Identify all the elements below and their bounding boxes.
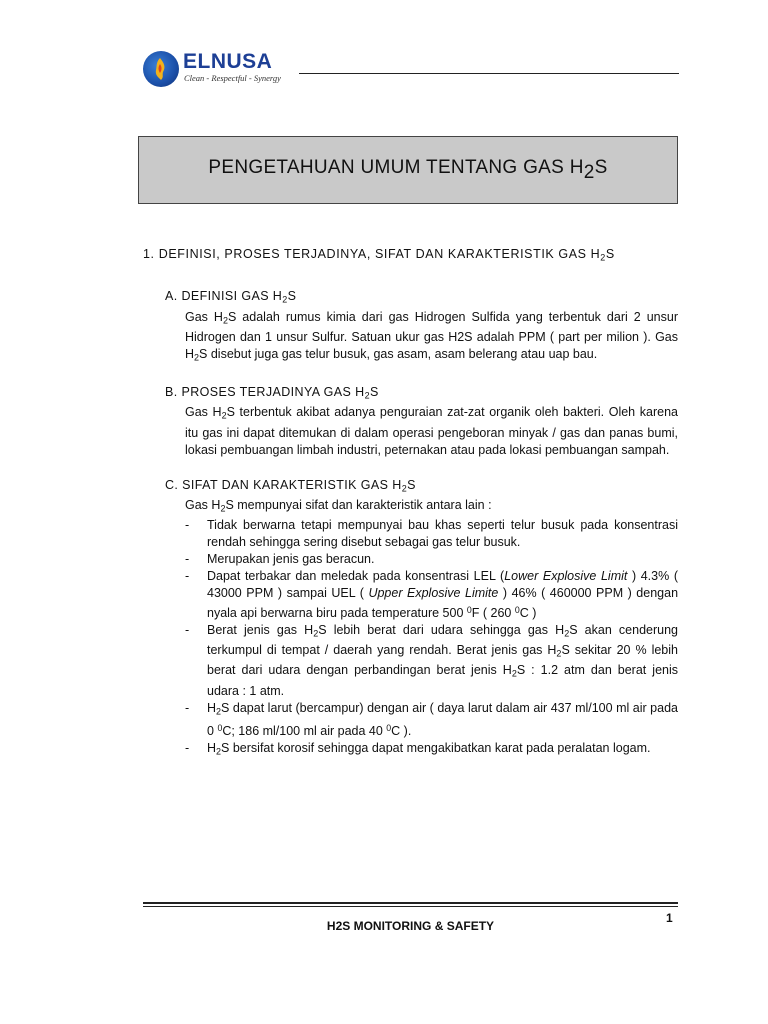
page-number: 1 [666,911,673,925]
header-rule [299,73,679,74]
section-heading: 1. DEFINISI, PROSES TERJADINYA, SIFAT DAN KARAKTERISTIK GAS $H_2S$ [143,247,615,263]
subsection-b-body: Gas $H_2S$ terbentuk akibat adanya penguraian zat-zat organik oleh bakteri. Oleh karena itu gas ini dapat ditemukan di dalam operasi pengeboran minyak / gas dan panas bumi, lokasi pembuangan limbah industri, peternakan atau pada lokasi pembuangan sampah. [185,405,678,457]
bullet-dash: - [185,552,190,566]
subsection-a-heading: A. DEFINISI GAS $H_2S$ [165,289,297,305]
list-item: - $H_2S$ dapat larut (bercampur) dengan air ( daya larut dalam air 437 ml/100 ml air pada 0 $^0$C; 186 ml/100 ml air pada 40 $^0$C ). [185,700,678,738]
footer-title: H2S MONITORING & SAFETY [326,919,495,933]
subsection-b-heading: B. PROSES TERJADINYA GAS $H_2S$ [165,385,379,401]
header [143,48,679,90]
bullet-dash: - [185,569,190,583]
footer-rule-thin [143,906,678,907]
footer-rule [143,902,678,904]
bullet-dash: - [185,518,190,532]
property-list [185,517,678,760]
subsection-a-body: Gas $H_2S$ adalah rumus kimia dari gas Hidrogen Sulfida yang terbentuk dari 2 unsur Hidrogen dan 1 unsur Sulfur. Satuan ukur gas H2S adalah PPM ( part per milion ). Gas $H_2S$ disebut juga gas telur busuk, gas asam, asam belerang atau uap bau. [185,309,678,362]
logo-tagline: Clean - Respectful - Synergy [184,73,281,83]
elnusa-logo-icon [143,51,179,87]
list-item: - $H_2S$ bersifat korosif sehingga dapat mengakibatkan karat pada peralatan logam. [185,740,678,760]
list-item: - Dapat terbakar dan meledak pada konsentrasi LEL (Lower Explosive Limit ) 4.3% ( 43000 PPM ) sampai UEL ( Upper Explosive Limite ) 46% ( 460000 PPM ) dengan nyala api berwarna biru pada temperature 500 $^0$F ( 260 $^0$C ) [185,569,679,620]
page-title: PENGETAHUAN UMUM TENTANG GAS H2S [208,156,608,183]
bullet-dash: - [185,740,190,755]
list-item: - Berat jenis gas $H_2S$ lebih berat dari udara sehingga gas $H_2S$ akan cenderung terkumpul di tempat / daerah yang rendah. Berat jenis gas $H_2S$ sekitar 20 % lebih berat dari udara dengan perbandingan berat jenis $H_2S$ : 1.2 atm dan berat jenis udara : 1 atm. [185,622,679,698]
bullet-dash: - [185,700,190,715]
subsection-c-heading: C. SIFAT DAN KARAKTERISTIK GAS $H_2S$ [165,477,416,493]
title-box [138,136,678,204]
content [143,246,678,760]
logo-name: ELNUSA [183,50,273,73]
list-item: - Tidak berwarna tetapi mempunyai bau khas seperti telur busuk pada konsentrasi rendah sehingga sering disebut sebagai gas telur busuk. [185,518,678,549]
subsection-c-intro: Gas $H_2S$ mempunyai sifat dan karakteristik antara lain : [185,497,492,513]
list-item: - Merupakan jenis gas beracun. [185,552,375,566]
bullet-dash: - [185,622,190,637]
